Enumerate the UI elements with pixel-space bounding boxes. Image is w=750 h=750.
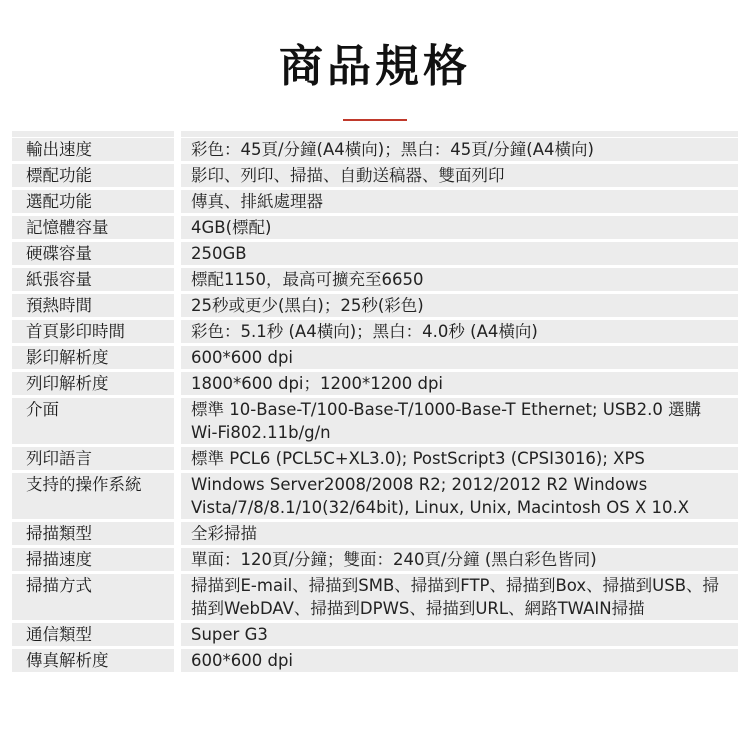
spec-row-hdd xyxy=(12,242,738,265)
spec-row-standard-functions xyxy=(12,164,738,187)
spec-label: 掃描類型 xyxy=(12,522,174,545)
spec-label: 預熱時間 xyxy=(12,294,174,317)
spec-row-interface xyxy=(12,398,738,444)
spec-row-scan-speed xyxy=(12,548,738,571)
spec-value: 標準 PCL6 (PCL5C+XL3.0); PostScript3 (CPSI3016); XPS xyxy=(181,447,738,470)
page-title: 商品規格 xyxy=(279,41,471,92)
spec-label: 紙張容量 xyxy=(12,268,174,291)
spec-row-scan-methods xyxy=(12,574,738,620)
spec-label: 列印語言 xyxy=(12,447,174,470)
spec-label: 介面 xyxy=(12,398,174,444)
spec-row-communication-type xyxy=(12,623,738,646)
spec-label: 通信類型 xyxy=(12,623,174,646)
spec-row-fax-resolution xyxy=(12,649,738,672)
spec-label: 傳真解析度 xyxy=(12,649,174,672)
spec-value: 彩色：45頁/分鐘(A4橫向)；黑白：45頁/分鐘(A4橫向) xyxy=(181,138,738,161)
spec-row-copy-resolution xyxy=(12,346,738,369)
spec-value: Super G3 xyxy=(181,623,738,646)
spec-value: 影印、列印、掃描、自動送稿器、雙面列印 xyxy=(181,164,738,187)
spec-label: 列印解析度 xyxy=(12,372,174,395)
spec-row-print-resolution xyxy=(12,372,738,395)
spec-label: 掃描方式 xyxy=(12,574,174,620)
spec-value: 25秒或更少(黑白)；25秒(彩色) xyxy=(181,294,738,317)
spec-label: 首頁影印時間 xyxy=(12,320,174,343)
spec-value: 1800*600 dpi；1200*1200 dpi xyxy=(181,372,738,395)
spec-row-output-speed xyxy=(12,138,738,161)
spec-row-scan-type xyxy=(12,522,738,545)
spec-value: 標配1150，最高可擴充至6650 xyxy=(181,268,738,291)
spec-table xyxy=(12,135,738,675)
spec-value: 傳真、排紙處理器 xyxy=(181,190,738,213)
spec-label: 標配功能 xyxy=(12,164,174,187)
spec-row-warmup-time xyxy=(12,294,738,317)
spec-label: 支持的操作系統 xyxy=(12,473,174,519)
spec-row-paper-capacity xyxy=(12,268,738,291)
spec-value: 250GB xyxy=(181,242,738,265)
spec-value: 600*600 dpi xyxy=(181,649,738,672)
spec-value: 標準 10-Base-T/100-Base-T/1000-Base-T Ethernet; USB2.0 選購 Wi-Fi802.11b/g/n xyxy=(181,398,738,444)
spec-row-print-language xyxy=(12,447,738,470)
spec-row-optional-functions xyxy=(12,190,738,213)
spec-row-memory xyxy=(12,216,738,239)
spec-value: 4GB(標配) xyxy=(181,216,738,239)
spec-row-first-copy-time xyxy=(12,320,738,343)
spec-value: 單面：120頁/分鐘；雙面：240頁/分鐘 (黑白彩色皆同) xyxy=(181,548,738,571)
spec-value: 彩色：5.1秒 (A4橫向)；黑白：4.0秒 (A4橫向) xyxy=(181,320,738,343)
spec-value: 掃描到E-mail、掃描到SMB、掃描到FTP、掃描到Box、掃描到USB、掃描到WebDAV、掃描到DPWS、掃描到URL、網路TWAIN掃描 xyxy=(181,574,738,620)
spec-value: 全彩掃描 xyxy=(181,522,738,545)
title-accent-line xyxy=(343,119,407,121)
spec-value: 600*600 dpi xyxy=(181,346,738,369)
spec-label: 記憶體容量 xyxy=(12,216,174,239)
spec-label: 硬碟容量 xyxy=(12,242,174,265)
spec-label: 掃描速度 xyxy=(12,548,174,571)
spec-label: 影印解析度 xyxy=(12,346,174,369)
spec-value: Windows Server2008/2008 R2; 2012/2012 R2 Windows Vista/7/8/8.1/10(32/64bit), Linux, Unix, Macintosh OS X 10.X xyxy=(181,473,738,519)
spec-row-supported-os xyxy=(12,473,738,519)
spec-label: 輸出速度 xyxy=(12,138,174,161)
spec-label: 選配功能 xyxy=(12,190,174,213)
